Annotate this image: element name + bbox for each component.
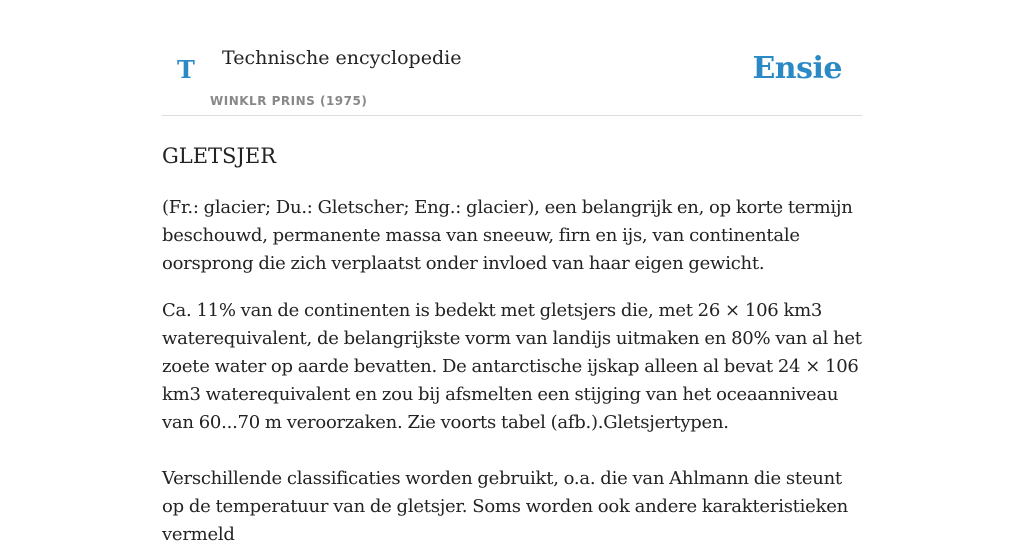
page-container <box>162 0 862 549</box>
article-paragraph: Verschillende classificaties worden gebruikt, o.a. die van Ahlmann die steunt op de temperatuur van de gletsjer. Soms worden ook andere karakteristieken vermeld <box>162 468 848 545</box>
article-paragraph: (Fr.: glacier; Du.: Gletscher; Eng.: glacier), een belangrijk en, op korte termijn beschouwd, permanente massa van sneeuw, firn en ijs, van continentale oorsprong die zich verplaatst onder invloed van haar eigen gewicht. <box>162 197 853 274</box>
ensie-logo-link[interactable]: Ensie <box>752 51 842 86</box>
book-header <box>162 0 862 116</box>
book-letter-icon[interactable]: T <box>177 55 195 84</box>
book-title-link[interactable]: Technische encyclopedie <box>222 47 462 69</box>
book-source-label: WINKLR PRINS (1975) <box>210 94 368 108</box>
article-paragraph: Ca. 11% van de continenten is bedekt met gletsjers die, met 26 × 106 km3 waterequivalent, de belangrijkste vorm van landijs uitmaken en 80% van al het zoete water op aarde bevatten. De antarctische ijskap alleen al bevat 24 × 106 km3 waterequivalent en zou bij afsmelten een stijging van het oceaanniveau van 60...70 m veroorzaken. Zie voorts tabel (afb.).Gletsjertypen. <box>162 300 862 433</box>
entry-title: GLETSJER <box>162 144 277 168</box>
